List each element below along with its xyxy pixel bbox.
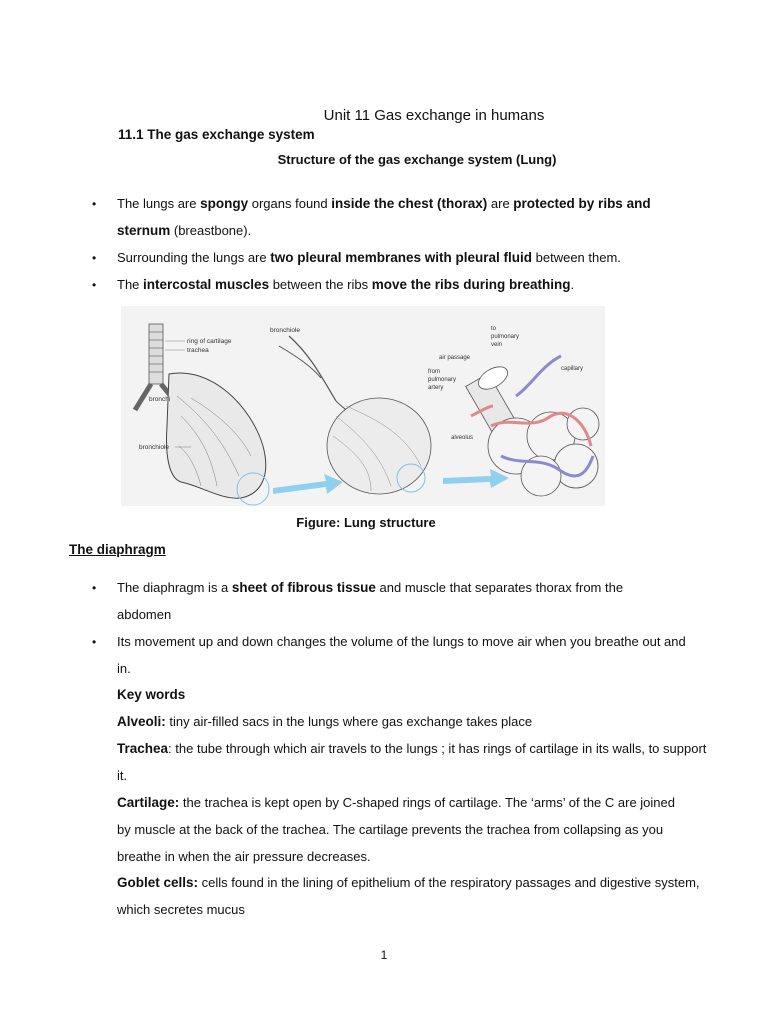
label-capillary: capillary [561,366,584,372]
text-segment: between the ribs [269,277,372,292]
lung-structure-figure [121,306,605,506]
key-word-definition: : the tube through which air travels to the lungs ; it has rings of cartilage in its walls, to support it. [117,741,707,783]
bullet-item [117,574,677,628]
label-alveolus: alveolus [451,435,474,441]
label-trachea: trachea [187,347,209,354]
key-word-definition: cells found in the lining of epithelium of the respiratory passages and digestive system, which secretes mucus [117,875,700,917]
label-bronchiole: bronchiole [139,444,169,451]
key-word-item [117,735,707,789]
label-to-pulmonary-vein-2: pulmonary [491,334,520,340]
key-word-term: Alveoli: [117,714,166,729]
bold-text: sheet of fibrous tissue [231,580,376,595]
text-segment: The diaphragm is a [117,580,232,595]
bold-text: move the ribs during breathing [371,277,571,292]
label-ring-of-cartilage: ring of cartilage [187,338,232,345]
key-word-item [117,869,707,923]
bullet-item [117,190,697,244]
key-words-heading: Key words [117,687,186,702]
key-word-definition: tiny air-filled sacs in the lungs where gas exchange takes place [165,714,533,729]
label-air-passage: air passage [439,355,471,361]
text-segment: The lungs are [117,196,201,211]
text-segment: Surrounding the lungs are [117,250,271,265]
figure-caption: Figure: Lung structure [296,515,436,530]
text-segment: Its movement up and down changes the volume of the lungs to move air when you breathe out and in. [117,634,686,676]
text-segment: The [117,277,144,292]
bold-text: two pleural membranes with pleural fluid [270,250,533,265]
label-to-pulmonary-vein-3: vein [491,342,503,348]
bullet-marker: • [92,278,97,292]
bold-text: protected by ribs and sternum [117,196,651,238]
bullet-marker: • [92,581,97,595]
bullet-marker: • [92,197,97,211]
label-from-pulmonary-artery-1: from [428,369,440,375]
text-segment: . [570,277,575,292]
bullet-marker: • [92,635,97,649]
text-segment: (breastbone). [170,223,252,238]
text-segment: are [487,196,514,211]
bullet-marker: • [92,251,97,265]
key-word-term: Goblet cells: [117,875,199,890]
key-word-definition: the trachea is kept open by C-shaped rings of cartilage. The ‘arms’ of the C are joined by muscle at the back of the trachea. The cartilage prevents the trachea from collapsing as you breathe in when the air pressure decreases. [117,795,675,864]
bold-text: spongy [200,196,249,211]
label-bronchiole-top: bronchiole [270,327,300,334]
key-word-item [117,789,685,870]
page-number: 1 [380,948,388,962]
label-from-pulmonary-artery-3: artery [428,385,444,391]
page-title: Unit 11 Gas exchange in humans [323,107,545,124]
text-segment: organs found [248,196,332,211]
bullet-item [117,628,702,682]
label-to-pulmonary-vein-1: to [491,326,497,332]
bullet-item [117,244,697,271]
bullet-item [117,271,697,298]
label-from-pulmonary-artery-2: pulmonary [428,377,457,383]
key-word-term: Trachea [117,741,169,756]
label-bronchi: bronchi [149,396,171,403]
key-word-term: Cartilage: [117,795,180,810]
section-heading: 11.1 The gas exchange system [118,127,315,142]
text-segment: and muscle that separates thorax from the abdomen [117,580,624,622]
bold-text: inside the chest (thorax) [331,196,488,211]
bold-text: intercostal muscles [143,277,270,292]
subtitle: Structure of the gas exchange system (Lung) [277,152,557,167]
text-segment: between them. [532,250,621,265]
key-word-item [117,708,707,735]
diaphragm-heading: The diaphragm [69,542,166,557]
